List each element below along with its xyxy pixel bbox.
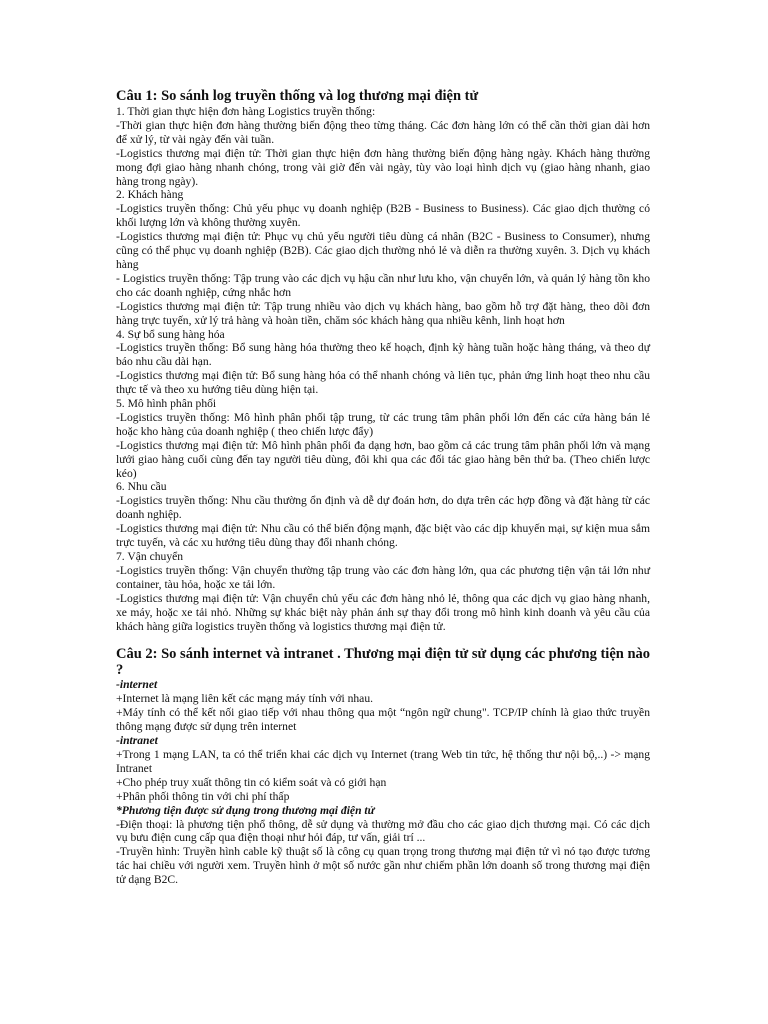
list-item: +Cho phép truy xuất thông tin có kiểm soát và có giới hạn: [116, 775, 387, 789]
question-2-title: Câu 2: So sánh internet và intranet . Thương mại điện tử sử dụng các phương tiện nào ?: [116, 646, 651, 679]
paragraph: -Thời gian thực hiện đơn hàng thường biến động theo từng tháng. Các đơn hàng lớn có thể cần thời gian dài hơn để xử lý, từ vài ngày đến vài tuần.: [116, 118, 650, 146]
question-1-title: Câu 1: So sánh log truyền thống và log thương mại điện tử: [116, 88, 479, 104]
list-item: +Trong 1 mạng LAN, ta có thể triển khai các dịch vụ Internet (trang Web tin tức, hệ thống thư nội bộ,..) -> mạng Intranet: [116, 747, 650, 775]
paragraph: -Logistics thương mại điện tử: Vận chuyển chủ yếu các đơn hàng nhỏ lẻ, thông qua các dịch vụ giao hàng nhanh, xe máy, hoặc xe tải nhỏ. Những sự khác biệt này phản ánh sự thay đổi trong mô hình kinh doanh và yêu cầu của khách hàng giữa logistics truyền thống và logistics thương mại điện tử.: [116, 591, 650, 633]
intranet-heading: -intranet: [116, 734, 158, 748]
paragraph: 2. Khách hàng: [116, 188, 184, 202]
paragraph: -Logistics truyền thống: Mô hình phân phối tập trung, từ các trung tâm phân phối lớn đến các cửa hàng bán lẻ hoặc kho hàng của doanh nghiệp ( theo chiến lược đẩy): [116, 410, 650, 438]
paragraph: -Logistics thương mại điện tử: Phục vụ chủ yếu người tiêu dùng cá nhân (B2C - Business to Consumer), nhưng cũng có thể phục vụ doanh nghiệp (B2B). Các giao dịch thường nhỏ lẻ và diễn ra thường xuyên. 3. Dịch vụ khách hàng: [116, 230, 650, 271]
paragraph: -Logistics truyền thống: Nhu cầu thường ổn định và dễ dự đoán hơn, do dựa trên các hợp đồng và đặt hàng từ các doanh nghiệp.: [116, 494, 650, 522]
question-2-body: [116, 678, 650, 887]
paragraph: -Logistics thương mại điện tử: Tập trung nhiều vào dịch vụ khách hàng, bao gồm hỗ trợ đặt hàng, theo dõi đơn hàng trực tuyến, xử lý trả hàng và hoàn tiền, chăm sóc khách hàng qua nhiều kênh, linh hoạt hơn: [116, 299, 650, 327]
paragraph: 1. Thời gian thực hiện đơn hàng Logistics truyền thống:: [116, 105, 376, 118]
list-item: +Máy tính có thể kết nối giao tiếp với nhau thông qua một “ngôn ngữ chung". TCP/IP chính là giao thức truyền thông mạng được sử dụng trên internet: [116, 706, 650, 734]
paragraph: 5. Mô hình phân phối: [116, 397, 217, 411]
paragraph: -Logistics truyền thống: Vận chuyển thường tập trung vào các đơn hàng lớn, qua các phương tiện vận tải lớn như container, tàu hỏa, hoặc xe tải lớn.: [116, 563, 650, 591]
ecommerce-media-heading: *Phương tiện được sử dụng trong thương mại điện tử: [116, 803, 375, 817]
paragraph: -Logistics thương mại điện tử: Thời gian thực hiện đơn hàng thường biến động hàng ngày. Khách hàng thường mong đợi giao hàng nhanh chóng, trong vài giờ đến vài ngày, tùy vào loại hình dịch vụ (giao hàng nhanh, giao hàng trong ngày).: [116, 146, 650, 188]
paragraph: 6. Nhu cầu: [116, 480, 167, 494]
paragraph: -Logistics truyền thống: Bổ sung hàng hóa thường theo kế hoạch, định kỳ hàng tuần hoặc hàng tháng, và theo dự báo nhu cầu dài hạn.: [116, 341, 650, 369]
list-item: +Phân phối thông tin với chi phí thấp: [116, 789, 290, 803]
paragraph: -Logistics thương mại điện tử: Bổ sung hàng hóa có thể nhanh chóng và liên tục, phản ứng linh hoạt theo nhu cầu thực tế và theo xu hướng tiêu dùng hiện tại.: [116, 369, 650, 397]
paragraph: -Logistics thương mại điện tử: Nhu cầu có thể biến động mạnh, đặc biệt vào các dịp khuyến mại, sự kiện mua sắm trực tuyến, và các xu hướng tiêu dùng thay đổi nhanh chóng.: [116, 522, 650, 550]
paragraph: -Logistics thương mại điện tử: Mô hình phân phối đa dạng hơn, bao gồm cả các trung tâm phân phối lớn và mạng lưới giao hàng cuối cùng đến tay người tiêu dùng, đôi khi qua các đối tác giao hàng bên thứ ba. (Theo chiến lược kéo): [116, 438, 650, 480]
paragraph: - Logistics truyền thống: Tập trung vào các dịch vụ hậu cần như lưu kho, vận chuyển lớn, và quản lý hàng tồn kho cho các doanh nghiệp, cứng nhắc hơn: [116, 271, 650, 299]
list-item: -Điện thoại: là phương tiện phổ thông, dễ sử dụng và thường mở đầu cho các giao dịch thương mại. Có các dịch vụ bưu điện cung cấp qua điện thoại như hỏi đáp, tư vấn, giải trí ...: [116, 817, 650, 845]
question-1-body: [116, 105, 650, 633]
paragraph: -Logistics truyền thống: Chủ yếu phục vụ doanh nghiệp (B2B - Business to Business). Các giao dịch thường có khối lượng lớn và không thường xuyên.: [116, 202, 650, 230]
paragraph: 4. Sự bổ sung hàng hóa: [116, 327, 225, 341]
internet-heading: -internet: [116, 678, 158, 692]
list-item: -Truyền hình: Truyền hình cable kỹ thuật số là công cụ quan trọng trong thương mại điện tử vì nó tạo được tương tác hai chiều với người xem. Truyền hình ở một số nước gần như chiếm phần lớn doanh số trong thương mại điện tử dạng B2C.: [116, 845, 650, 887]
paragraph: 7. Vận chuyển: [116, 550, 184, 563]
document-page: [116, 88, 650, 887]
list-item: +Internet là mạng liên kết các mạng máy tính với nhau.: [116, 692, 374, 706]
